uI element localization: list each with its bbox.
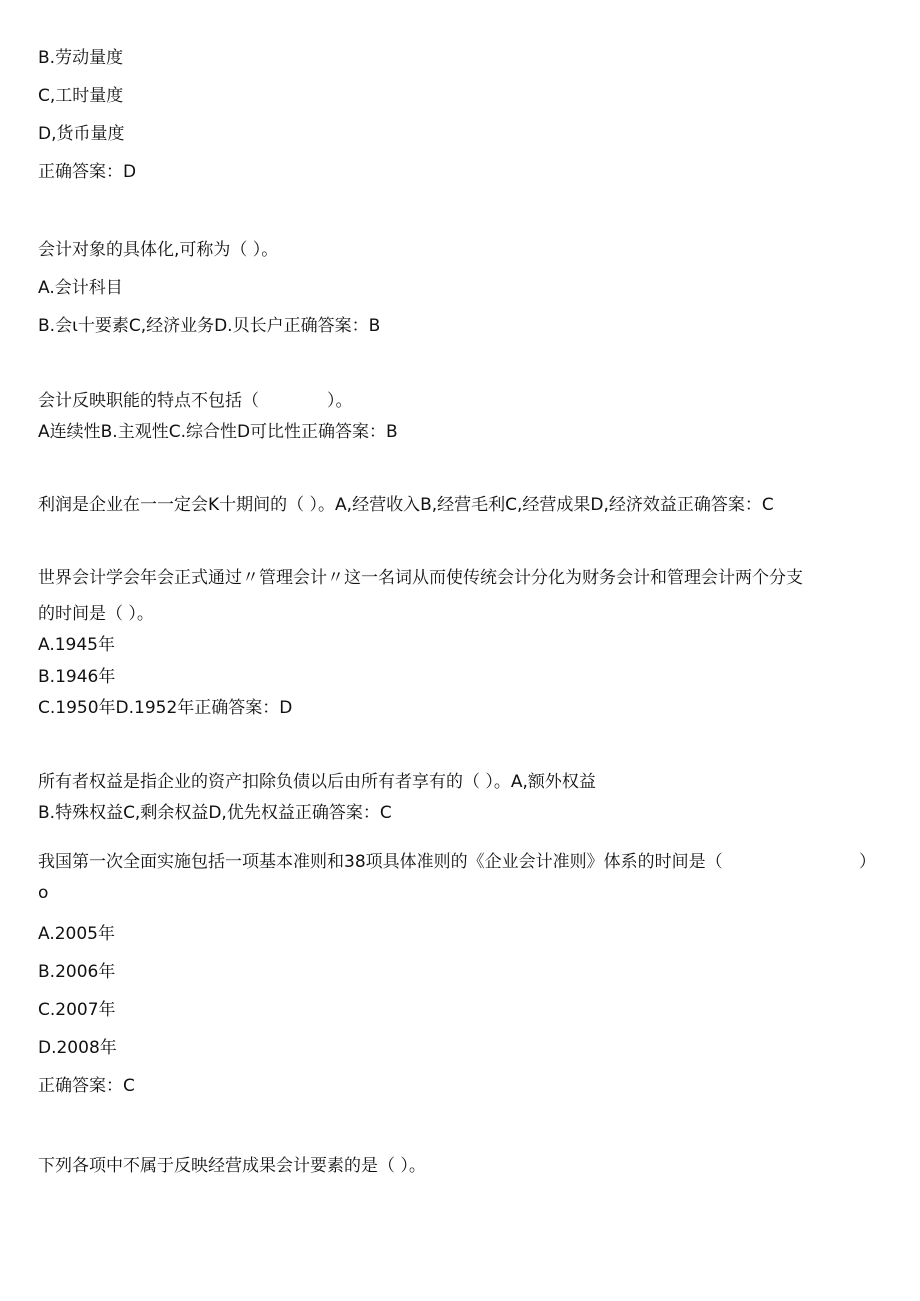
answer-line: 正确答案：C: [38, 1076, 135, 1096]
answer-line: 正确答案：D: [38, 162, 137, 182]
option-d: D,货币量度: [38, 124, 125, 144]
options-answer-line: B.会ι十要素C,经济业务D.贝长户正确答案：B: [38, 316, 381, 336]
options-answer-line: C.1950年D.1952年正确答案：D: [38, 698, 293, 718]
option-b: B.1946年: [38, 667, 116, 687]
option-b: B.2006年: [38, 962, 116, 982]
question-text: 世界会计学会年会正式通过〃管理会计〃这一名词从而使传统会计分化为财务会计和管理会计两个分支: [38, 568, 803, 588]
question-text: 会计对象的具体化,可称为（ ）。: [38, 240, 279, 260]
option-a: A.会计科目: [38, 278, 123, 298]
option-c: C,工时量度: [38, 86, 124, 106]
question-punctuation: o: [38, 883, 49, 903]
options-answer-line: B.特殊权益C,剩余权益D,优先权益正确答案：C: [38, 803, 392, 823]
option-a: A.1945年: [38, 635, 115, 655]
options-answer-line: A连续性B.主观性C.综合性D可比性正确答案：B: [38, 422, 398, 442]
question-text: 会计反映职能的特点不包括（ ）。: [38, 391, 353, 411]
question-text: 下列各项中不属于反映经营成果会计要素的是（ ）。: [38, 1156, 426, 1176]
option-c: C.2007年: [38, 1000, 116, 1020]
option-d: D.2008年: [38, 1038, 117, 1058]
question-with-option: 所有者权益是指企业的资产扣除负债以后由所有者享有的（ ）。A,额外权益: [38, 772, 596, 792]
question-text: 我国第一次全面实施包括一项基本准则和38项具体准则的《企业会计准则》体系的时间是（: [38, 852, 723, 872]
option-b: B.劳动量度: [38, 48, 124, 68]
question-close-paren: ）: [859, 852, 876, 872]
option-a: A.2005年: [38, 924, 115, 944]
question-text-continued: 的时间是（ ）。: [38, 604, 154, 624]
question-with-options: 利润是企业在一一定会K十期间的（ ）。A,经营收入B,经营毛利C,经营成果D,经济效益正确答案：C: [38, 495, 774, 515]
question-line: [38, 850, 876, 874]
